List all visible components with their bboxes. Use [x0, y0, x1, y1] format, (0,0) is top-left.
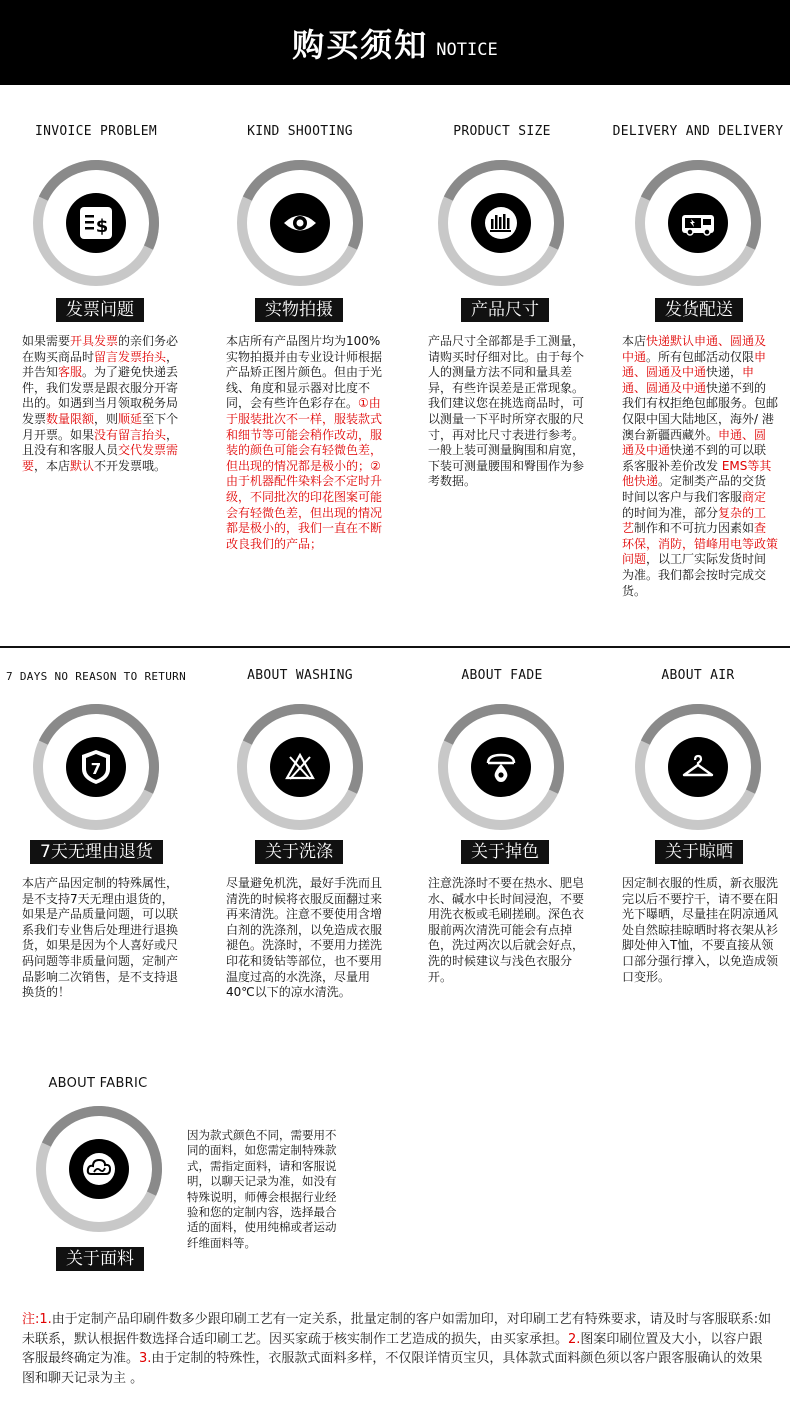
- size-chart-icon: [471, 193, 531, 253]
- return-text: [22, 876, 182, 1001]
- sections-invoice-segment: 。为了避免快递丢件，我们发票是跟衣服分开寄出的。如遇到当月领取税务局发票: [22, 365, 179, 426]
- note-segment: 图案印刷位置及大小，以容户跟客服最终确定为准。: [22, 1331, 763, 1366]
- return-ring: [33, 704, 159, 830]
- note-segment: 由于定制产品印刷件数多少跟印刷工艺有一定关系，批量定制的客户如需加印，对印刷工艺有特殊要求，请及时与客服联系:如未联系，默认根据件数选择合适印刷工艺。因买家疏于核实制作工艺造成的损失，由买家承担。: [22, 1312, 772, 1347]
- sections-delivery-segment: 申通、圆通及中通: [622, 427, 767, 458]
- invoice-title: INVOICE PROBLEM: [35, 124, 157, 139]
- sections-invoice-segment: 顺延: [118, 411, 143, 426]
- svg-text:$: $: [95, 216, 109, 237]
- sections-delivery-segment: 本店: [622, 334, 647, 348]
- size-label: 产品尺寸: [461, 298, 549, 322]
- washing-ring: [237, 704, 363, 830]
- fade-label: 关于掉色: [461, 840, 549, 864]
- sections-delivery-segment: 复杂的工艺: [622, 505, 767, 536]
- size-ring: [438, 160, 564, 286]
- air-title: ABOUT AIR: [661, 668, 735, 683]
- sections-washing-segment: 尽量避免机洗，最好手洗而且清洗的时候将衣服反面翻过来再来清洗。注意不要使用含增白剂的洗涤剂，以免造成衣服褪色。洗涤时，不要用力搓洗印花和烫钻等部位，也不要用温度过高的水洗涤，尽量用40℃以下的凉水清洗。: [226, 876, 383, 1000]
- sections-delivery-segment: 申通、圆通及中通: [622, 365, 755, 395]
- washing-title: ABOUT WASHING: [247, 668, 353, 683]
- invoice-dollar-icon: [66, 193, 126, 253]
- sections-invoice-segment: 客服: [58, 365, 83, 380]
- delivery-text: [622, 334, 778, 599]
- sections-fabric-segment: 因为款式颜色不同，需要用不同的面料，如您需定制特殊款式，需指定面料，请和客服说明，以聊天记录为准，如没有特殊说明，师傅会根据行业经验和您的定制内容，选择最合适的面料，使用纯棉或者运动纤维面料等。: [187, 1128, 337, 1250]
- fade-title: ABOUT FADE: [461, 668, 543, 683]
- shooting-ring: [237, 160, 363, 286]
- shooting-title: KIND SHOOTING: [247, 124, 353, 139]
- delivery-title: DELIVERY AND DELIVERY: [612, 124, 784, 139]
- sections-invoice-segment: 留言发票抬头: [94, 349, 167, 364]
- sections-invoice-segment: 交代发票需要: [22, 443, 179, 473]
- size-text: [428, 334, 588, 490]
- delivery-label: 发货配送: [655, 298, 743, 322]
- sections-delivery-segment: 商定: [742, 489, 767, 504]
- sections-size-segment: 产品尺寸全部都是手工测量，请购买时仔细对比。由于每个人的测量方法不同和量具差异，有些许误差是正常现象。我们建议您在挑选商品时，可以测量一下平时所穿衣服的尺寸，再对比尺寸表进行参考。一般上装可测量胸围和肩宽，下装可测量腰围和臀围作为参考数据。: [428, 334, 585, 489]
- sections-delivery-segment: 快递，: [706, 365, 743, 380]
- sections-delivery-segment: ，以工厂实际发货时间为准。我们都会按时完成交货。: [622, 552, 767, 598]
- fade-text: [428, 876, 588, 985]
- shooting-text: [226, 334, 386, 552]
- sections-delivery-segment: 快递默认申通、圆通及中通: [622, 334, 767, 364]
- fade-ring: [438, 704, 564, 830]
- page-subtitle: NOTICE: [436, 39, 498, 60]
- sections-delivery-segment: 查环保，消防，错峰用电等政策问题: [622, 521, 779, 567]
- sections-invoice-segment: 不开发票哦。: [94, 458, 167, 473]
- delivery-truck-icon: [668, 193, 728, 253]
- note-segment: 2.: [568, 1331, 581, 1347]
- sections-delivery-segment: 快递不到的我们有权拒绝包邮服务。包邮仅限中国大陆地区，海外/ 港澳台新疆西藏外。: [622, 380, 779, 442]
- air-text: [622, 876, 778, 985]
- footer-note: [22, 1310, 772, 1388]
- page-title: 购买须知: [292, 25, 429, 64]
- sections-delivery-segment: 。所有包邮活动仅限: [646, 349, 755, 364]
- sections-invoice-segment: 至下个月开票。如果: [22, 411, 179, 442]
- invoice-label: 发票问题: [56, 298, 144, 322]
- invoice-ring: [33, 160, 159, 286]
- sections-delivery-segment: EMS等其他快递: [622, 458, 772, 489]
- sections-delivery-segment: 快递不到的可以联系客服补差价改发: [622, 443, 767, 473]
- note-segment: 由于定制的特殊性，衣服款式面料多样，不仅限详情页宝贝，具体款式面料颜色须以客户跟客服确认的效果图和聊天记录为主 。: [22, 1351, 763, 1386]
- sections-invoice-segment: 没有留言抬头: [94, 427, 167, 442]
- sections-shooting-segment: ①由于服装批次不一样，服装款式和细节等可能会稍作改动，服装的颜色可能会有轻微色差，但出现的情况都是极小的；②由于机器配件染料会不定时升级，不同批次的印花图案可能会有轻微色差，但出现的情况都是极小的，我们一直在不断改良我们的产品；: [226, 396, 383, 551]
- header-banner: [0, 0, 790, 85]
- no-bleach-icon: [270, 737, 330, 797]
- air-label: 关于晾晒: [655, 840, 743, 864]
- air-ring: [635, 704, 761, 830]
- sections-shooting-segment: 本店所有产品图片均为100%实物拍摄并由专业设计师根据产品矫正图片颜色。但由于光线、角度和显示器对比度不同，会有些许色彩存在。: [226, 334, 383, 411]
- sections-invoice-segment: 数量限额: [46, 411, 95, 426]
- sections-air-segment: 因定制衣服的性质，新衣服洗完以后不要拧干，请不要在阳光下曝晒，尽量挂在阴凉通风处自然晾挂晾晒时将衣架从衫脚处伸入T恤，不要直接从领口部分强行撑入，以免造成领口变形。: [622, 876, 779, 984]
- delivery-ring: [635, 160, 761, 286]
- washing-label: 关于洗涤: [255, 840, 343, 864]
- sections-invoice-segment: ，本店: [34, 458, 71, 473]
- note-segment: 3.: [139, 1351, 152, 1366]
- fabric-text: [187, 1128, 345, 1251]
- size-title: PRODUCT SIZE: [453, 124, 551, 139]
- sections-invoice-segment: 默认: [70, 458, 95, 473]
- sections-delivery-segment: 制作和不可抗力因素如: [634, 521, 755, 536]
- shooting-label: 实物拍摄: [255, 298, 343, 322]
- sections-delivery-segment: 申通、圆通及中通: [622, 349, 767, 380]
- hanger-icon: [668, 737, 728, 797]
- sections-invoice-segment: 的亲们务必在购买商品时: [22, 334, 179, 364]
- fabric-ring: [36, 1106, 162, 1232]
- seven-day-shield-icon: [66, 737, 126, 797]
- invoice-text: [22, 334, 182, 474]
- note-segment: 注:1.: [22, 1312, 52, 1327]
- eye-icon: [270, 193, 330, 253]
- water-drop-icon: [471, 737, 531, 797]
- badge-number: 7: [90, 760, 102, 778]
- sections-invoice-segment: ，且没有和客服人员: [22, 427, 179, 458]
- fabric-title: ABOUT FABRIC: [48, 1076, 148, 1091]
- return-title: 7 DAYS NO REASON TO RETURN: [6, 670, 186, 683]
- sections-invoice-segment: 开具发票: [70, 334, 119, 348]
- fabric-cloud-icon: [69, 1139, 129, 1199]
- sections-delivery-segment: 。定制类产品的交货时间以客户与我们客服: [622, 474, 767, 504]
- return-label: 7天无理由退货: [30, 840, 163, 864]
- sections-invoice-segment: ，则: [94, 411, 119, 426]
- sections-fade-segment: 注意洗涤时不要在热水、肥皂水、碱水中长时间浸泡，不要用洗衣板或毛刷搓刷。深色衣服前两次清洗可能会有点掉色，洗过两次以后就会好点，洗的时候建议与浅色衣服分开。: [428, 876, 585, 984]
- sections-invoice-segment: 如果需要: [22, 334, 71, 348]
- sections-invoice-segment: ，并告知: [22, 349, 179, 380]
- washing-text: [226, 876, 386, 1001]
- fabric-label: 关于面料: [56, 1247, 144, 1271]
- sections-delivery-segment: 的时间为准，部分: [622, 505, 719, 520]
- section-divider: [0, 646, 790, 648]
- sections-return-segment: 本店产品因定制的特殊属性，是不支持7天无理由退货的，如果是产品质量问题，可以联系我们专业售后处理进行退换货，如果是因为个人喜好或尺码问题等非质量问题，定制产品影响二次销售，是不支持退换货的！: [22, 876, 179, 1000]
